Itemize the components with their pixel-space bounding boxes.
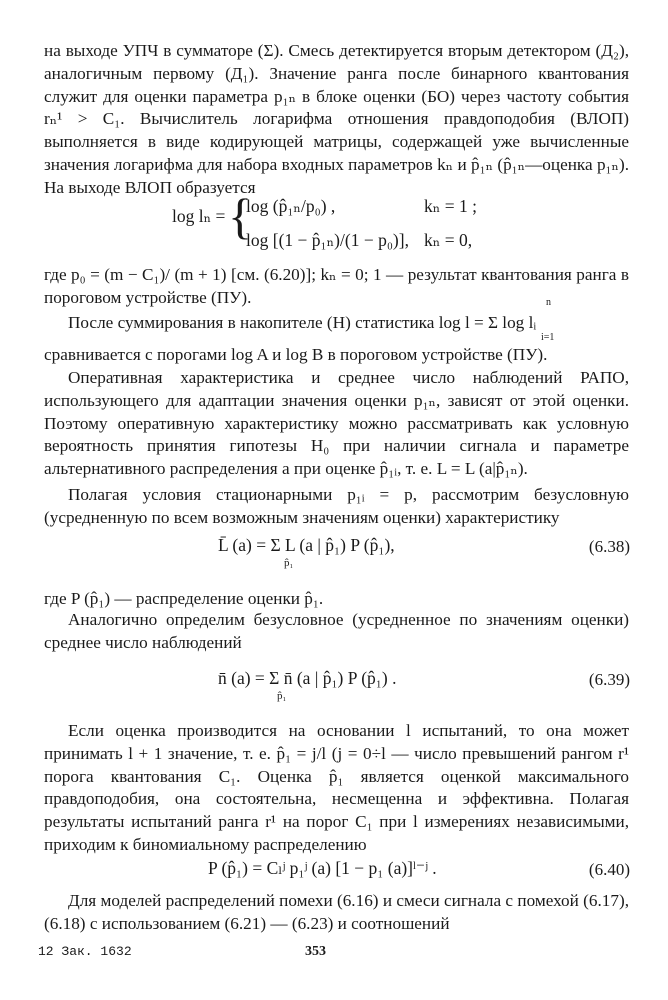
sum-limit-top: n — [546, 297, 551, 308]
equation-6-39-sub: p̂₁ — [277, 690, 287, 702]
case-2: log [(1 − p̂₁ₙ)/(1 − p₀)], — [246, 230, 409, 250]
case-1: log (p̂₁ₙ/p₀) , — [246, 196, 336, 216]
paragraph-2: где p₀ = (m − C₁)/ (m + 1) [см. (6.20)]; kₙ = 0; 1 — результат квантования ранга в пороговом устройстве (ПУ). — [44, 265, 629, 307]
paragraph-6: где P (p̂₁) — распределение оценки p̂₁. — [44, 589, 324, 608]
paragraph-1: на выходе УПЧ в сумматоре (Σ). Смесь детектируется вторым детектором (Д₂), аналогичным первому (Д₁). Значение ранга после бинарного квантования служит для оценки параметра p₁ₙ в блоке оценки (БО) через частоту события rₙ¹ > C₁. Вычислитель логарифма отношения правдоподобия (ВЛОП) выполняется в виде кодирующей матрицы, содержащей уже вычисленные значения логарифма для набора входных параметров kₙ и p̂₁ₙ (p̂₁ₙ—оценка p₁ₙ). На выходе ВЛОП образуется — [44, 41, 629, 197]
equation-6-39: n̄̄ (a) = Σ n̄ (a | p̂₁) P (p̂₁) . — [218, 668, 397, 688]
paragraph-9: Для моделей распределений помехи (6.16) и смеси сигнала с помехой (6.17), (6.18) с использованием (6.21) — (6.23) и соотношений — [44, 891, 629, 933]
paragraph-5: Полагая условия стационарными p₁ᵢ = p, рассмотрим безусловную (усредненную по всем возможным значениям оценки) характеристику — [44, 485, 629, 527]
paragraph-3: После суммирования в накопителе (Н) статистика log l = Σ log lᵢ — [68, 313, 537, 332]
paragraph-3b: сравнивается с порогами log A и log B в пороговом устройстве (ПУ). — [44, 345, 548, 364]
equation-number-6-39: (6.39) — [588, 670, 630, 689]
paragraph-8: Если оценка производится на основании l испытаний, то она может принимать l + 1 значение, т. е. p̂₁ = j/l (j = 0÷l — число превышений рангом r¹ порога квантования C₁. Оценка p̂₁ является оценкой максимального правдоподобия, она состоятельна, несмещенна и эффективна. Полагая результаты испытаний ранга r¹ на порог C₁ при l измерениях независимыми, приходим к биномиальному распределению — [44, 721, 629, 854]
paragraph-7: Аналогично определим безусловное (усредненное по значениям оценки) среднее число наблюдений — [44, 610, 629, 652]
equation-6-40: P (p̂₁) = Cₗʲ p₁ʲ (a) [1 − p₁ (a)]ˡ⁻ʲ . — [208, 858, 437, 878]
equation-6-38-sub: p̂₁ — [284, 557, 294, 569]
equation-number-6-38: (6.38) — [588, 537, 630, 556]
case-2-condition: kₙ = 0, — [424, 230, 473, 250]
page-number: 353 — [305, 944, 326, 959]
equation-number-6-40: (6.40) — [588, 860, 630, 879]
log-ln-lhs: log lₙ = — [172, 206, 226, 226]
equation-6-38: L̄ (a) = Σ L (a | p̂₁) P (p̂₁), — [218, 535, 395, 555]
left-brace: { — [228, 188, 252, 244]
print-order-mark: 12 Зак. 1632 — [38, 944, 132, 959]
sum-limit-bottom: i=1 — [541, 332, 555, 343]
case-1-condition: kₙ = 1 ; — [424, 196, 477, 216]
paragraph-4: Оперативная характеристика и среднее число наблюдений РАПО, использующего для адаптации значения оценки p₁ₙ, зависят от этой оценки. Поэтому оперативную характеристику можно рассматривать как условную вероятность принятия гипотезы H₀ при наличии сигнала и параметре альтернативного распределения a при оценке p̂₁ᵢ, т. е. L = L (a|p̂₁ₙ). — [44, 368, 629, 479]
